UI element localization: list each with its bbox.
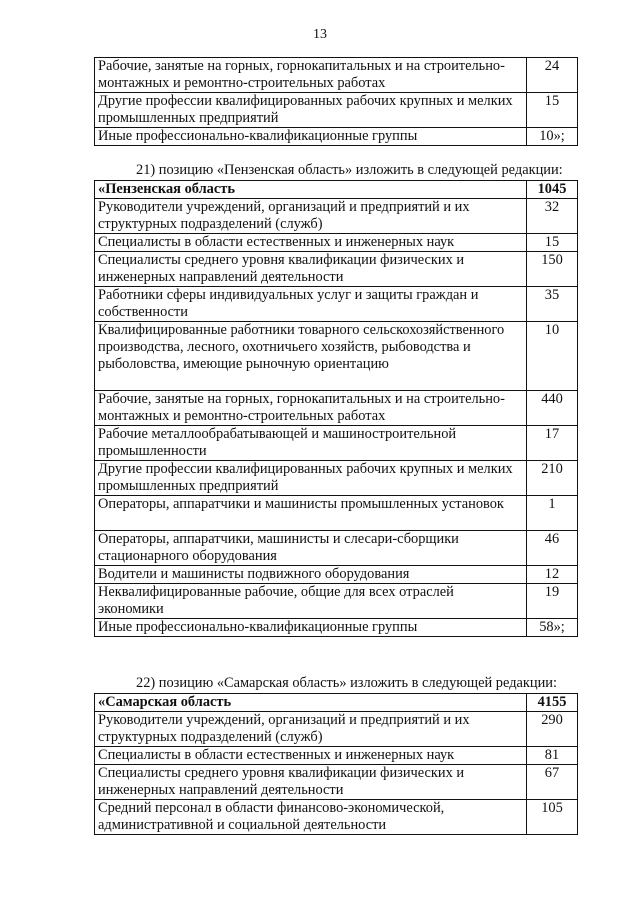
row-value: 10 xyxy=(527,322,578,391)
table-row xyxy=(95,322,578,391)
row-label: Рабочие металлообрабатывающей и машиностроительной промышленности xyxy=(95,426,527,461)
table-row xyxy=(95,619,578,637)
table-row xyxy=(95,747,578,765)
table-row xyxy=(95,199,578,234)
table-row xyxy=(95,496,578,531)
row-label: Рабочие, занятые на горных, горнокапитальных и на строительно-монтажных и ремонтно-строительных работах xyxy=(95,58,527,93)
table-row xyxy=(95,58,578,93)
table-row xyxy=(95,584,578,619)
row-label: Специалисты в области естественных и инженерных наук xyxy=(95,234,527,252)
row-label: Специалисты среднего уровня квалификации физических и инженерных направлений деятельности xyxy=(95,765,527,800)
row-value: 24 xyxy=(527,58,578,93)
table-row xyxy=(95,391,578,426)
row-label: Квалифицированные работники товарного сельскохозяйственного производства, лесного, охотничьего хозяйств, рыбоводства и рыболовства, имеющие рыночную ориентацию xyxy=(95,322,527,391)
row-label: Специалисты в области естественных и инженерных наук xyxy=(95,747,527,765)
row-value: 58»; xyxy=(527,619,578,637)
table-header-row xyxy=(95,694,578,712)
row-value: 1 xyxy=(527,496,578,531)
row-label: Руководители учреждений, организаций и предприятий и их структурных подразделений (служб) xyxy=(95,199,527,234)
row-value: 32 xyxy=(527,199,578,234)
row-value: 15 xyxy=(527,93,578,128)
row-value: 17 xyxy=(527,426,578,461)
row-label: Средний персонал в области финансово-экономической, административной и социальной деятельности xyxy=(95,800,527,835)
region-name: «Пензенская область xyxy=(95,181,527,199)
row-value: 19 xyxy=(527,584,578,619)
table-row xyxy=(95,93,578,128)
region-name: «Самарская область xyxy=(95,694,527,712)
row-label: Операторы, аппаратчики, машинисты и слесари-сборщики стационарного оборудования xyxy=(95,531,527,566)
table-row xyxy=(95,426,578,461)
row-label: Рабочие, занятые на горных, горнокапитальных и на строительно-монтажных и ремонтно-строительных работах xyxy=(95,391,527,426)
row-label: Иные профессионально-квалификационные группы xyxy=(95,128,527,146)
row-label: Неквалифицированные рабочие, общие для всех отраслей экономики xyxy=(95,584,527,619)
row-value: 105 xyxy=(527,800,578,835)
row-value: 210 xyxy=(527,461,578,496)
row-label: Операторы, аппаратчики и машинисты промышленных установок xyxy=(95,496,527,531)
row-label: Иные профессионально-квалификационные группы xyxy=(95,619,527,637)
table-row xyxy=(95,128,578,146)
row-label: Руководители учреждений, организаций и предприятий и их структурных подразделений (служб) xyxy=(95,712,527,747)
region-total: 4155 xyxy=(527,694,578,712)
row-value: 81 xyxy=(527,747,578,765)
table-row xyxy=(95,566,578,584)
region-total: 1045 xyxy=(527,181,578,199)
samara-table xyxy=(94,693,578,835)
row-label: Работники сферы индивидуальных услуг и защиты граждан и собственности xyxy=(95,287,527,322)
page-number: 13 xyxy=(313,27,327,42)
row-value: 440 xyxy=(527,391,578,426)
table-row xyxy=(95,531,578,566)
row-value: 12 xyxy=(527,566,578,584)
table-row xyxy=(95,461,578,496)
row-label: Другие профессии квалифицированных рабочих крупных и мелких промышленных предприятий xyxy=(95,461,527,496)
row-value: 15 xyxy=(527,234,578,252)
row-value: 46 xyxy=(527,531,578,566)
table-row xyxy=(95,712,578,747)
row-label: Водители и машинисты подвижного оборудования xyxy=(95,566,527,584)
table-row xyxy=(95,800,578,835)
table-header-row xyxy=(95,181,578,199)
penza-table xyxy=(94,180,578,637)
row-value: 290 xyxy=(527,712,578,747)
paragraph-22: 22) позицию «Самарская область» изложить в следующей редакции: xyxy=(136,675,557,691)
row-value: 67 xyxy=(527,765,578,800)
table-row xyxy=(95,287,578,322)
row-value: 35 xyxy=(527,287,578,322)
row-label: Другие профессии квалифицированных рабочих крупных и мелких промышленных предприятий xyxy=(95,93,527,128)
table-row xyxy=(95,234,578,252)
table-row xyxy=(95,252,578,287)
row-value: 150 xyxy=(527,252,578,287)
paragraph-21: 21) позицию «Пензенская область» изложить в следующей редакции: xyxy=(136,162,563,178)
row-value: 10»; xyxy=(527,128,578,146)
continued-table xyxy=(94,57,578,146)
table-row xyxy=(95,765,578,800)
row-label: Специалисты среднего уровня квалификации физических и инженерных направлений деятельности xyxy=(95,252,527,287)
